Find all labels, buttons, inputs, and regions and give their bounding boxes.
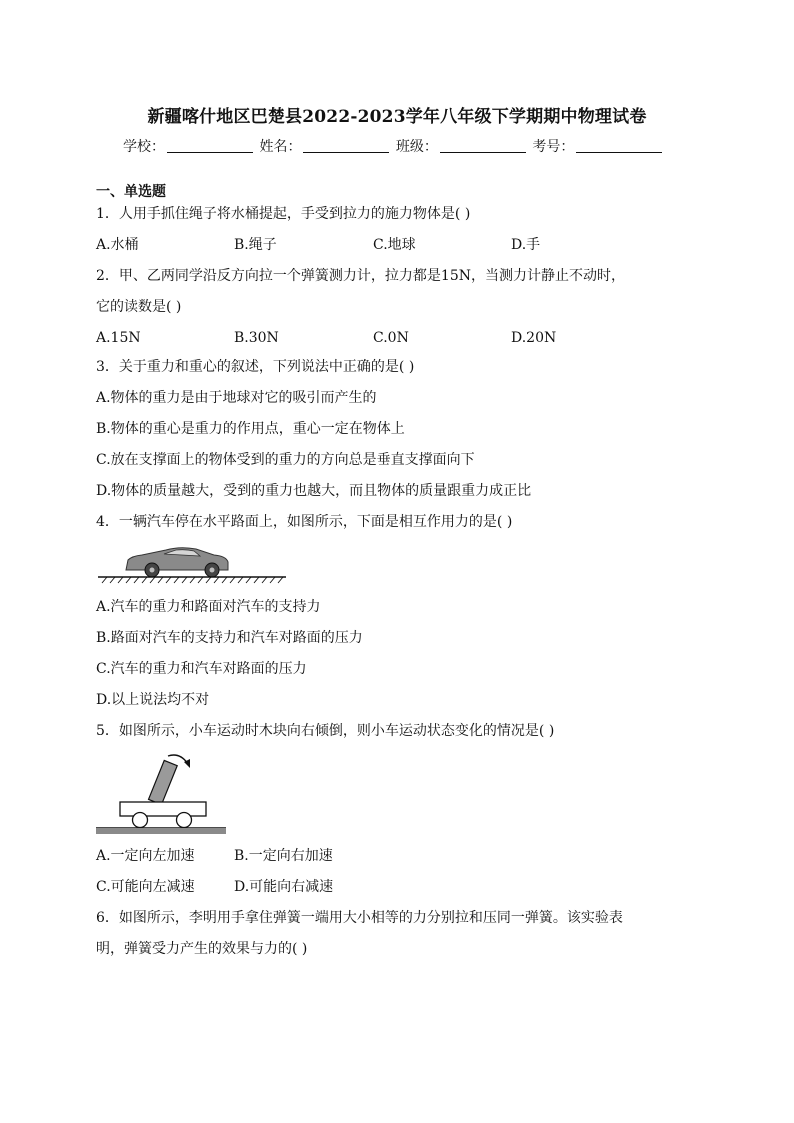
cart-body-icon <box>120 802 206 816</box>
question-5-stem: 5．如图所示，小车运动时木块向右倾倒，则小车运动状态变化的情况是( ) <box>96 723 555 739</box>
question-2-option-b: B.30N <box>234 330 279 346</box>
question-4-option-b: B.路面对汽车的支持力和汽车对路面的压力 <box>96 630 363 646</box>
question-4-option-c: C.汽车的重力和汽车对路面的压力 <box>96 661 307 677</box>
question-2-stem-line-1: 2．甲、乙两同学沿反方向拉一个弹簧测力计，拉力都是15N，当测力计静止不动时， <box>96 268 625 284</box>
question-4-stem: 4．一辆汽车停在水平路面上，如图所示，下面是相互作用力的是( ) <box>96 514 513 530</box>
section-heading: 一、单选题 <box>96 184 166 200</box>
student-info-line <box>123 136 664 156</box>
question-3-option-d: D.物体的质量越大，受到的重力也越大，而且物体的质量跟重力成正比 <box>96 483 532 499</box>
class-blank <box>440 138 526 153</box>
question-3-option-a: A.物体的重力是由于地球对它的吸引而产生的 <box>96 390 377 406</box>
school-label: 学校： <box>123 139 165 155</box>
question-3-option-b: B.物体的重心是重力的作用点，重心一定在物体上 <box>96 421 405 437</box>
name-blank <box>303 138 389 153</box>
class-label: 班级： <box>395 139 438 155</box>
exam-number-label: 考号： <box>532 139 575 155</box>
question-2-stem-line-2: 它的读数是( ) <box>96 299 182 315</box>
question-5-option-c: C.可能向左减速 <box>96 879 195 895</box>
question-3-option-c: C.放在支撑面上的物体受到的重力的方向总是垂直支撑面向下 <box>96 452 475 468</box>
question-2-option-d: D.20N <box>511 330 557 346</box>
page-title: 新疆喀什地区巴楚县2022-2023学年八年级下学期期中物理试卷 <box>147 107 647 127</box>
question-1-option-b: B.绳子 <box>234 237 277 253</box>
question-1-option-d: D.手 <box>511 237 541 253</box>
question-4-option-a: A.汽车的重力和路面对汽车的支持力 <box>96 599 321 615</box>
question-4-option-d: D.以上说法均不对 <box>96 692 210 708</box>
wooden-block-icon <box>149 760 178 804</box>
question-3-stem: 3．关于重力和重心的叙述，下列说法中正确的是( ) <box>96 359 415 375</box>
question-2-option-c: C.0N <box>373 330 409 346</box>
question-1-option-c: C.地球 <box>373 237 416 253</box>
question-1-option-a: A.水桶 <box>96 237 139 253</box>
exam-number-blank <box>576 138 662 153</box>
question-5-option-a: A.一定向左加速 <box>96 848 195 864</box>
name-label: 姓名： <box>259 139 302 155</box>
question-6-stem-line-2: 明，弹簧受力产生的效果与力的( ) <box>96 941 308 957</box>
question-5-option-d: D.可能向右减速 <box>234 879 334 895</box>
question-2-option-a: A.15N <box>96 330 141 346</box>
cart-with-tilting-block-figure <box>96 748 228 836</box>
question-6-stem-line-1: 6．如图所示，李明用手拿住弹簧一端用大小相等的力分别拉和压同一弹簧。该实验表 <box>96 910 623 926</box>
question-1-stem: 1．人用手抓住绳子将水桶提起，手受到拉力的施力物体是( ) <box>96 206 471 222</box>
school-blank <box>167 138 253 153</box>
question-5-option-b: B.一定向右加速 <box>234 848 333 864</box>
car-on-road-figure <box>96 540 292 584</box>
